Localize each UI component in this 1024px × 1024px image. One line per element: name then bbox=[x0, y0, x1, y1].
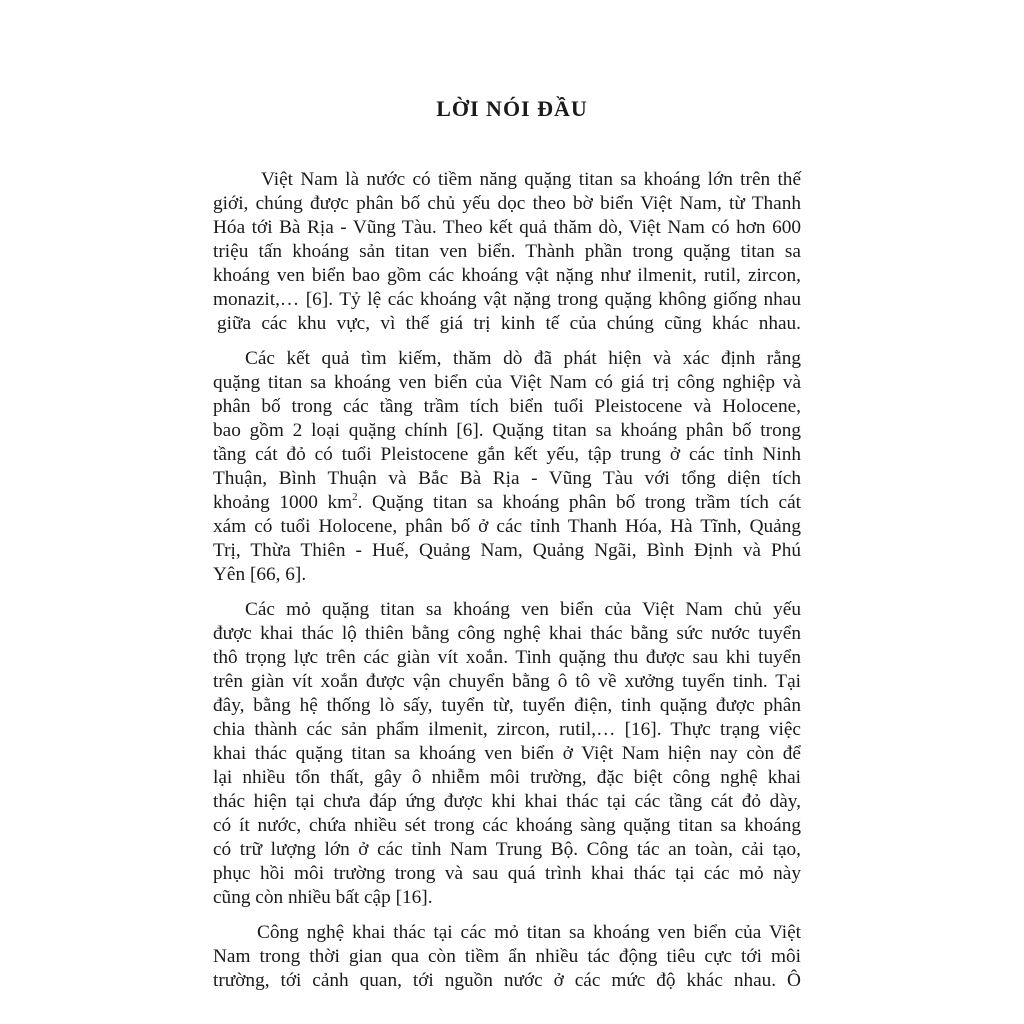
text-line: chia thành các sản phẩm ilmenit, zircon, rutil,… [16]. Thực trạng việc bbox=[213, 719, 801, 740]
text-line: Công nghệ khai thác tại các mỏ titan sa khoáng ven biển của Việt bbox=[257, 922, 801, 943]
text-line: khoáng ven biển bao gồm các khoáng vật nặng như ilmenit, rutil, zircon, bbox=[213, 265, 801, 286]
text-line: thác hiện tại chưa đáp ứng được khi khai thác tại các tầng cát đỏ dày, bbox=[213, 791, 801, 812]
text-line: Thuận, Bình Thuận và Bắc Bà Rịa - Vũng Tàu với tổng diện tích bbox=[213, 468, 801, 489]
text-line: giữa các khu vực, vì thế giá trị kinh tế của chúng cũng khác nhau. bbox=[217, 313, 801, 334]
text-line: bao gồm 2 loại quặng chính [6]. Quặng titan sa khoáng phân bố trong bbox=[213, 420, 801, 441]
text-line: Nam trong thời gian qua còn tiềm ẩn nhiều tác động tiêu cực tới môi bbox=[213, 946, 801, 967]
text-line: Các kết quả tìm kiếm, thăm dò đã phát hiện và xác định rằng bbox=[245, 348, 801, 369]
text-segment: khoảng 1000 km bbox=[213, 492, 353, 513]
text-line: Trị, Thừa Thiên - Huế, Quảng Nam, Quảng Ngãi, Bình Định và Phú bbox=[213, 540, 801, 561]
page-title: LỜI NÓI ĐẦU bbox=[436, 96, 588, 121]
text-line: thô trọng lực trên các giàn vít xoắn. Tinh quặng thu được sau khi tuyển bbox=[213, 647, 801, 668]
superscript: 2 bbox=[352, 491, 358, 503]
text-line: có trữ lượng lớn ở các tỉnh Nam Trung Bộ. Công tác an toàn, cải tạo, bbox=[213, 839, 801, 860]
text-line: Các mỏ quặng titan sa khoáng ven biển của Việt Nam chủ yếu bbox=[245, 599, 801, 620]
text-line: monazit,… [6]. Tỷ lệ các khoáng vật nặng trong quặng không giống nhau bbox=[213, 289, 801, 310]
text-line: quặng titan sa khoáng ven biển của Việt Nam có giá trị công nghiệp và bbox=[213, 372, 801, 393]
text-line: phục hồi môi trường trong và sau quá trình khai thác tại các mỏ này bbox=[213, 863, 801, 884]
text-line: giới, chúng được phân bố chủ yếu dọc theo bờ biển Việt Nam, từ Thanh bbox=[213, 193, 801, 214]
text-line: đây, bằng hệ thống lò sấy, tuyển từ, tuyển điện, tinh quặng được phân bbox=[213, 695, 801, 716]
paragraph-1 bbox=[213, 168, 801, 336]
paragraph-3 bbox=[213, 598, 801, 910]
text-line: khai thác quặng titan sa khoáng ven biển ở Việt Nam hiện nay còn để bbox=[213, 743, 801, 764]
text-line: được khai thác lộ thiên bằng công nghệ khai thác bằng sức nước tuyển bbox=[213, 623, 801, 644]
text-line: tầng cát đỏ có tuổi Pleistocene gắn kết yếu, tập trung ở các tỉnh Ninh bbox=[213, 444, 801, 465]
paragraph-2 bbox=[213, 347, 801, 587]
text-line: có ít nước, chứa nhiều sét trong các khoáng sàng quặng titan sa khoáng bbox=[213, 815, 801, 836]
text-line: trên giàn vít xoắn được vận chuyển bằng ô tô về xưởng tuyển tinh. Tại bbox=[213, 671, 801, 692]
text-line: phân bố trong các tầng trầm tích biển tuổi Pleistocene và Holocene, bbox=[213, 396, 801, 417]
text-line: lại nhiều tổn thất, gây ô nhiễm môi trường, đặc biệt công nghệ khai bbox=[213, 767, 801, 788]
text-line: xám có tuổi Holocene, phân bố ở các tỉnh Thanh Hóa, Hà Tĩnh, Quảng bbox=[213, 516, 801, 537]
paragraph-4 bbox=[213, 921, 801, 993]
text-line: cũng còn nhiều bất cập [16]. bbox=[213, 887, 433, 908]
text-line: Việt Nam là nước có tiềm năng quặng titan sa khoáng lớn trên thế bbox=[261, 169, 801, 190]
text-line: Yên [66, 6]. bbox=[213, 564, 307, 585]
text-line-with-superscript bbox=[213, 491, 801, 515]
text-line: Hóa tới Bà Rịa - Vũng Tàu. Theo kết quả thăm dò, Việt Nam có hơn 600 bbox=[213, 217, 801, 238]
body-text bbox=[213, 168, 801, 1004]
text-line: trường, tới cảnh quan, tới nguồn nước ở các mức độ khác nhau. Ô bbox=[213, 970, 801, 991]
text-line: triệu tấn khoáng sản titan ven biển. Thành phần trong quặng titan sa bbox=[213, 241, 801, 262]
text-segment: . Quặng titan sa khoáng phân bố trong trầm tích cát bbox=[357, 492, 801, 513]
